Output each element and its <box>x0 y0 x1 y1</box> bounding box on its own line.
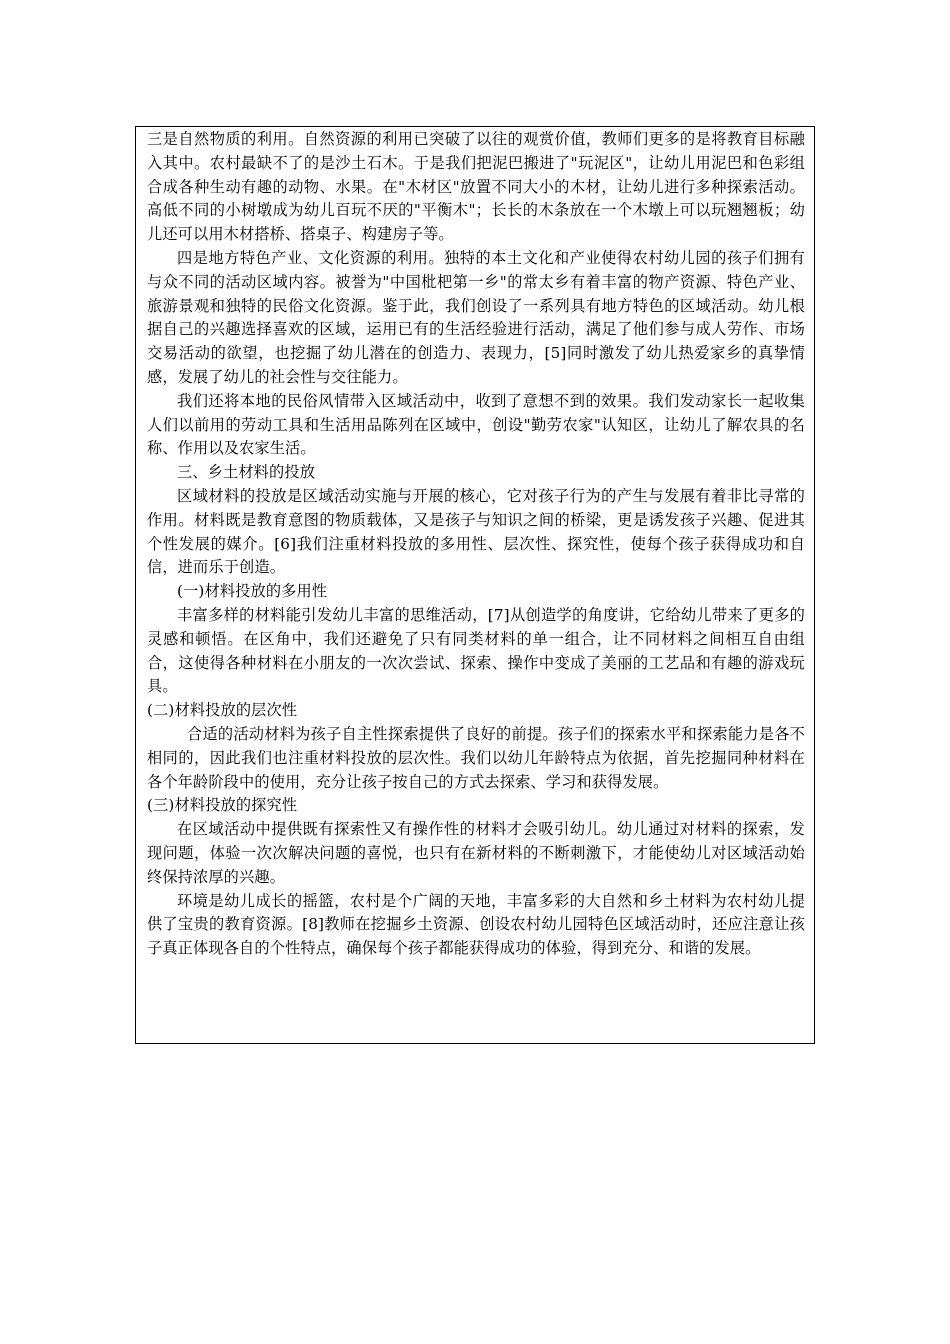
paragraph-natural-resources: 三是自然物质的利用。自然资源的利用已突破了以往的观赏价值，教师们更多的是将教育目标融入其中。农村最缺不了的是沙土石木。于是我们把泥巴搬进了"玩泥区"，让幼儿用泥巴和色彩组合成各种生动有趣的动物、水果。在"木材区"放置不同大小的木材，让幼儿进行多种探索活动。高低不同的小树墩成为幼儿百玩不厌的"平衡木"；长长的木条放在一个木墩上可以玩翘翘板；幼儿还可以用木材搭桥、搭桌子、构建房子等。 <box>147 130 805 244</box>
paragraph-conclusion: 环境是幼儿成长的摇篮，农村是个广阔的天地，丰富多彩的大自然和乡土材料为农村幼儿提供了宝贵的教育资源。[8]教师在挖掘乡土资源、创设农村幼儿园特色区域活动时，还应注意让孩子真正体现各自的个性特点，确保每个孩子都能获得成功的体验，得到充分、和谐的发展。 <box>147 891 805 958</box>
paragraph-folk-customs: 我们还将本地的民俗风情带入区域活动中，收到了意想不到的效果。我们发动家长一起收集人们以前用的劳动工具和生活用品陈列在区域中，创设"勤劳农家"认知区，让幼儿了解农具的名称、作用以及农家生活。 <box>147 391 805 458</box>
paragraph-versatility: 丰富多样的材料能引发幼儿丰富的思维活动，[7]从创造学的角度讲，它给幼儿带来了更多的灵感和顿悟。在区角中，我们还避免了只有同类材料的单一组合，让不同材料之间相互自由组合，这使得各种材料在小朋友的一次次尝试、探索、操作中变成了美丽的工艺品和有趣的游戏玩具。 <box>147 605 805 696</box>
paragraph-levels: 合适的活动材料为孩子自主性探索提供了良好的前提。孩子们的探索水平和探索能力是各不相同的，因此我们也注重材料投放的层次性。我们以幼儿年龄特点为依据，首先挖掘同种材料在各个年龄阶段中的使用，充分让孩子按自己的方式去探索、学习和获得发展。 <box>147 724 805 791</box>
document-frame <box>135 126 815 1044</box>
subheading-versatility: (一)材料投放的多用性 <box>177 582 328 601</box>
paragraph-local-industry: 四是地方特色产业、文化资源的利用。独特的本土文化和产业使得农村幼儿园的孩子们拥有与众不同的活动区域内容。被誉为"中国枇杷第一乡"的常太乡有着丰富的物产资源、特色产业、旅游景观和独特的民俗文化资源。鉴于此，我们创设了一系列具有地方特色的区域活动。幼儿根据自己的兴趣选择喜欢的区域，运用已有的生活经验进行活动，满足了他们参与成人劳作、市场交易活动的欲望，也挖掘了幼儿潜在的创造力、表现力，[5]同时激发了幼儿热爱家乡的真挚情感，发展了幼儿的社会性与交往能力。 <box>147 248 805 386</box>
subheading-levels: (二)材料投放的层次性 <box>147 701 298 720</box>
subheading-exploration: (三)材料投放的探究性 <box>147 796 298 815</box>
section-heading-local-materials: 三、乡土材料的投放 <box>177 463 316 482</box>
paragraph-exploration: 在区域活动中提供既有探索性又有操作性的材料才会吸引幼儿。幼儿通过对材料的探索，发现问题，体验一次次解决问题的喜悦，也只有在新材料的不断刺激下，才能使幼儿对区域活动始终保持浓厚的兴趣。 <box>147 820 805 886</box>
paragraph-material-placement: 区域材料的投放是区域活动实施与开展的核心，它对孩子行为的产生与发展有着非比寻常的作用。材料既是教育意图的物质载体，又是孩子与知识之间的桥梁，更是诱发孩子兴趣、促进其个性发展的媒介。[6]我们注重材料投放的多用性、层次性、探究性，使每个孩子获得成功和自信，进而乐于创造。 <box>147 486 805 577</box>
